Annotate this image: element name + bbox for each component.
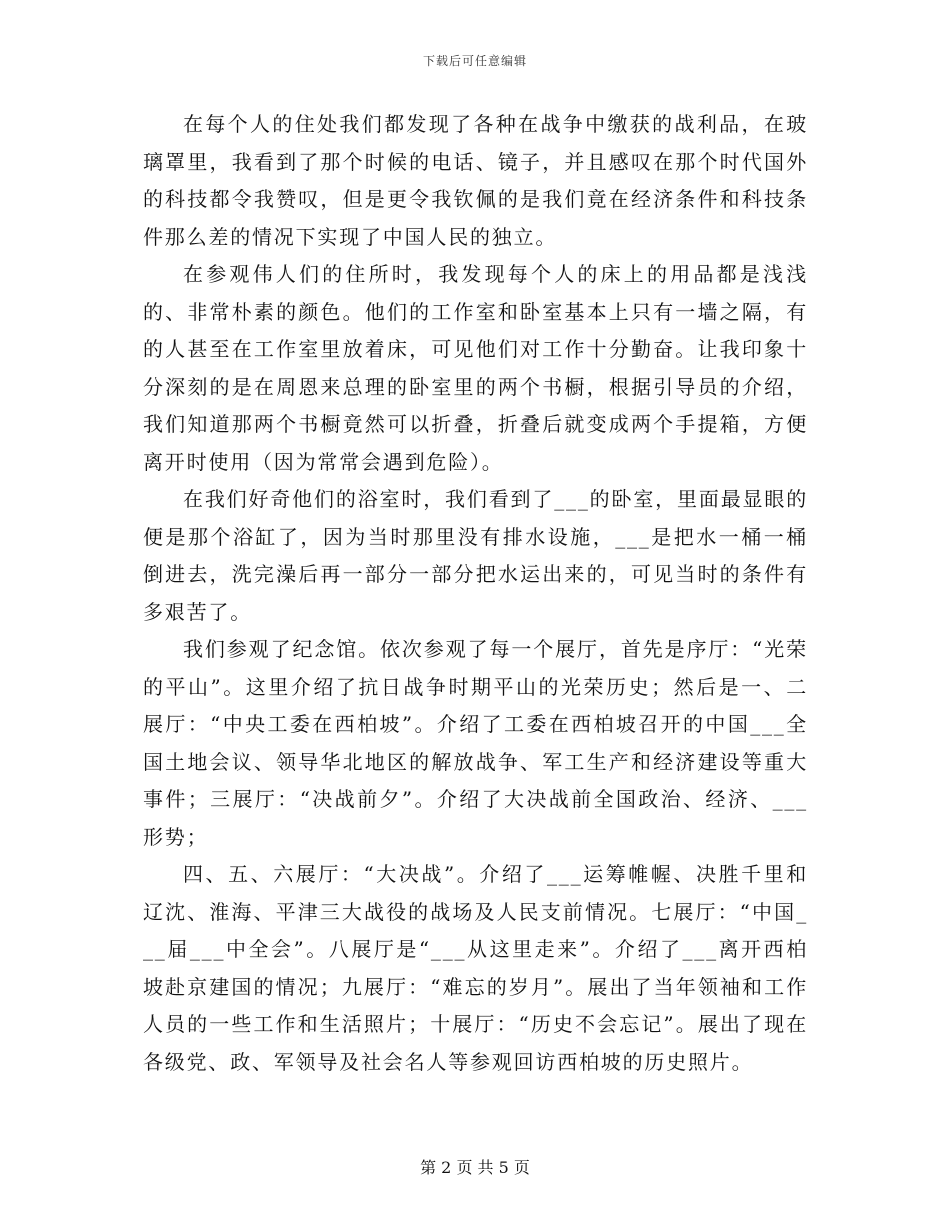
paragraph-5: 四、五、六展厅：“大决战”。介绍了___运筹帷幄、决胜千里和辽沈、淮海、平津三大战役的战场及人民支前情况。七展厅：“中国___届___中全会”。八展厅是“___从这里走来”。介绍了___离开西柏坡赴京建国的情况；九展厅：“难忘的岁月”。展出了当年领袖和工作人员的一些工作和生活照片；十展厅：“历史不会忘记”。展出了现在各级党、政、军领导及社会名人等参观回访西柏坡的历史照片。 (143, 862, 808, 1074)
document-body (143, 106, 808, 1081)
page-header: 下载后可任意编辑 (422, 54, 527, 68)
paragraph-1: 在每个人的住处我们都发现了各种在战争中缴获的战利品，在玻璃罩里，我看到了那个时候的电话、镜子，并且感叹在那个时代国外的科技都令我赞叹，但是更令我钦佩的是我们竟在经济条件和科技条件那么差的情况下实现了中国人民的独立。 (143, 112, 808, 249)
paragraph-3: 在我们好奇他们的浴室时，我们看到了___的卧室，里面最显眼的便是那个浴缸了，因为当时那里没有排水设施，___是把水一桶一桶倒进去，洗完澡后再一部分一部分把水运出来的，可见当时的条件有多艰苦了。 (143, 487, 808, 624)
paragraph-4: 我们参观了纪念馆。依次参观了每一个展厅，首先是序厅：“光荣的平山”。这里介绍了抗日战争时期平山的光荣历史；然后是一、二展厅：“中央工委在西柏坡”。介绍了工委在西柏坡召开的中国___全国土地会议、领导华北地区的解放战争、军工生产和经济建设等重大事件；三展厅：“决战前夕”。介绍了大决战前全国政治、经济、___形势； (143, 637, 808, 849)
page-number-footer: 第 2 页 共 5 页 (420, 1158, 530, 1177)
paragraph-2: 在参观伟人们的住所时，我发现每个人的床上的用品都是浅浅的、非常朴素的颜色。他们的工作室和卧室基本上只有一墙之隔，有的人甚至在工作室里放着床，可见他们对工作十分勤奋。让我印象十分深刻的是在周恩来总理的卧室里的两个书橱，根据引导员的介绍，我们知道那两个书橱竟然可以折叠，折叠后就变成两个手提箱，方便离开时使用（因为常常会遇到危险）。 (143, 262, 808, 474)
